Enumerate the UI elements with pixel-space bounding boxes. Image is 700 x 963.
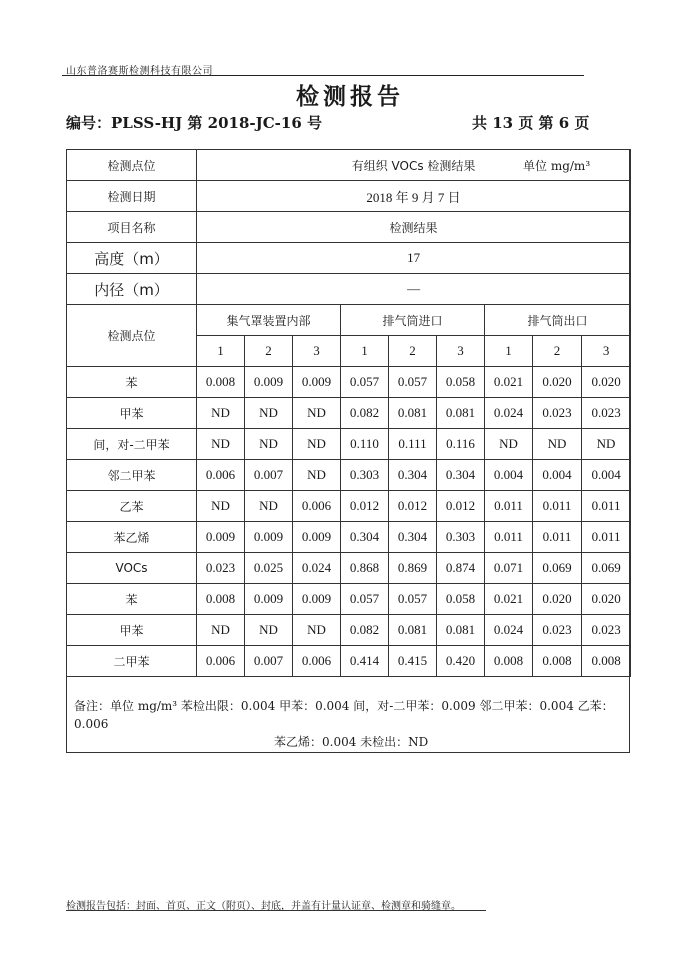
result-value: 0.009 xyxy=(293,367,341,398)
table-row xyxy=(67,553,631,584)
result-value: 0.011 xyxy=(533,491,582,522)
result-value: 0.007 xyxy=(245,646,293,677)
result-value: ND xyxy=(293,429,341,460)
result-value: 0.082 xyxy=(341,615,389,646)
result-value: 0.111 xyxy=(389,429,437,460)
result-value: ND xyxy=(245,491,293,522)
remarks-line-2: 苯乙烯：0.004 未检出：ND xyxy=(274,735,429,749)
result-value: 0.020 xyxy=(582,367,631,398)
table-row xyxy=(67,491,631,522)
table-row xyxy=(67,615,631,646)
result-value: 0.081 xyxy=(437,398,485,429)
group-header: 排气筒出口 xyxy=(485,305,631,336)
result-value: 0.006 xyxy=(197,646,245,677)
header-row-point xyxy=(67,150,631,181)
result-value: 0.008 xyxy=(582,646,631,677)
result-value: 0.023 xyxy=(197,553,245,584)
result-value: 0.874 xyxy=(437,553,485,584)
remarks xyxy=(74,697,630,751)
result-value: 0.071 xyxy=(485,553,533,584)
result-value: ND xyxy=(245,429,293,460)
footer-note: 检测报告包括：封面、首页、正文（附页）、封底，并盖有计量认证章、检测章和骑缝章。 xyxy=(66,901,461,912)
result-value: 0.004 xyxy=(485,460,533,491)
result-value: 0.025 xyxy=(245,553,293,584)
result-value: 0.009 xyxy=(245,584,293,615)
result-value: 0.008 xyxy=(533,646,582,677)
result-value: 0.006 xyxy=(293,491,341,522)
unit-label: 单位 mg/m³ xyxy=(523,158,591,173)
result-value: 0.069 xyxy=(533,553,582,584)
table-row xyxy=(67,584,631,615)
sample-number: 1 xyxy=(341,336,389,367)
result-value: 0.023 xyxy=(582,398,631,429)
result-value: 0.081 xyxy=(389,615,437,646)
result-value: 0.304 xyxy=(389,522,437,553)
diameter-label: 内径（m） xyxy=(67,274,197,305)
result-value: 0.012 xyxy=(437,491,485,522)
result-value: 0.303 xyxy=(341,460,389,491)
table-row xyxy=(67,429,631,460)
result-value: ND xyxy=(582,429,631,460)
height-label: 高度（m） xyxy=(67,243,197,274)
result-value: 0.008 xyxy=(485,646,533,677)
result-value: 0.021 xyxy=(485,584,533,615)
result-value: 0.057 xyxy=(341,584,389,615)
compound-name: 间，对-二甲苯 xyxy=(67,429,197,460)
result-value: 0.020 xyxy=(582,584,631,615)
date-value: 2018 年 9 月 7 日 xyxy=(197,181,631,212)
result-value: 0.081 xyxy=(389,398,437,429)
result-value: 0.020 xyxy=(533,367,582,398)
group-header: 集气罩装置内部 xyxy=(197,305,341,336)
diameter-value: — xyxy=(197,274,631,305)
sample-number: 3 xyxy=(437,336,485,367)
compound-name: 苯乙烯 xyxy=(67,522,197,553)
result-value: 0.021 xyxy=(485,367,533,398)
result-value: 0.012 xyxy=(389,491,437,522)
result-value: 0.116 xyxy=(437,429,485,460)
point-label: 检测点位 xyxy=(67,150,197,181)
result-value: 0.004 xyxy=(533,460,582,491)
result-title: 有组织 VOCs 检测结果 xyxy=(351,158,476,173)
result-value: 0.011 xyxy=(582,522,631,553)
sample-number: 2 xyxy=(389,336,437,367)
compound-name: 甲苯 xyxy=(67,398,197,429)
result-title-cell xyxy=(197,150,631,181)
result-value: ND xyxy=(197,429,245,460)
result-value: 0.415 xyxy=(389,646,437,677)
sample-number: 2 xyxy=(245,336,293,367)
result-value: ND xyxy=(485,429,533,460)
sample-number: 3 xyxy=(582,336,631,367)
result-value: 0.058 xyxy=(437,367,485,398)
compound-name: 甲苯 xyxy=(67,615,197,646)
result-value: 0.057 xyxy=(389,367,437,398)
compound-name: 邻二甲苯 xyxy=(67,460,197,491)
group-header: 排气筒进口 xyxy=(341,305,485,336)
result-value: ND xyxy=(197,398,245,429)
result-value: 0.057 xyxy=(389,584,437,615)
results-table xyxy=(66,149,631,677)
result-value: 0.011 xyxy=(582,491,631,522)
item-value: 检测结果 xyxy=(197,212,631,243)
result-value: 0.007 xyxy=(245,460,293,491)
result-value: 0.069 xyxy=(582,553,631,584)
result-value: 0.868 xyxy=(341,553,389,584)
result-value: 0.011 xyxy=(485,491,533,522)
result-value: ND xyxy=(197,491,245,522)
result-value: ND xyxy=(533,429,582,460)
result-value: ND xyxy=(293,398,341,429)
sample-number: 3 xyxy=(293,336,341,367)
group-header-row xyxy=(67,305,631,336)
result-value: 0.004 xyxy=(582,460,631,491)
result-value: 0.304 xyxy=(437,460,485,491)
sample-number: 2 xyxy=(533,336,582,367)
result-value: 0.303 xyxy=(437,522,485,553)
company-name: 山东普洛赛斯检测科技有限公司 xyxy=(66,66,213,77)
date-label: 检测日期 xyxy=(67,181,197,212)
result-value: 0.058 xyxy=(437,584,485,615)
result-value: 0.023 xyxy=(582,615,631,646)
header-row-date xyxy=(67,181,631,212)
result-value: 0.008 xyxy=(197,584,245,615)
result-value: ND xyxy=(197,615,245,646)
result-value: 0.009 xyxy=(245,367,293,398)
document-number: 编号：PLSS-HJ 第 2018-JC-16 号 xyxy=(66,114,322,132)
result-value: 0.024 xyxy=(485,615,533,646)
result-value: ND xyxy=(293,615,341,646)
result-value: 0.009 xyxy=(293,522,341,553)
footer-rule xyxy=(66,910,486,911)
result-value: 0.009 xyxy=(293,584,341,615)
sample-number: 1 xyxy=(197,336,245,367)
result-value: 0.024 xyxy=(485,398,533,429)
result-value: ND xyxy=(245,398,293,429)
table-row xyxy=(67,646,631,677)
result-value: 0.414 xyxy=(341,646,389,677)
compound-name: 乙苯 xyxy=(67,491,197,522)
result-value: 0.081 xyxy=(437,615,485,646)
result-value: 0.011 xyxy=(485,522,533,553)
header-row-item xyxy=(67,212,631,243)
result-value: 0.023 xyxy=(533,398,582,429)
result-value: ND xyxy=(245,615,293,646)
result-value: 0.420 xyxy=(437,646,485,677)
result-value: 0.023 xyxy=(533,615,582,646)
header-row-diameter xyxy=(67,274,631,305)
result-value: 0.020 xyxy=(533,584,582,615)
result-value: 0.304 xyxy=(341,522,389,553)
result-value: 0.869 xyxy=(389,553,437,584)
table-row xyxy=(67,460,631,491)
table-row xyxy=(67,367,631,398)
result-value: 0.011 xyxy=(533,522,582,553)
result-value: 0.009 xyxy=(197,522,245,553)
table-row xyxy=(67,522,631,553)
result-value: 0.024 xyxy=(293,553,341,584)
result-value: 0.012 xyxy=(341,491,389,522)
item-label: 项目名称 xyxy=(67,212,197,243)
compound-name: VOCs xyxy=(67,553,197,584)
header-row-height xyxy=(67,243,631,274)
result-value: 0.009 xyxy=(245,522,293,553)
result-value: 0.006 xyxy=(197,460,245,491)
height-value: 17 xyxy=(197,243,631,274)
result-value: 0.110 xyxy=(341,429,389,460)
report-title: 检测报告 xyxy=(296,84,404,110)
page-info: 共 13 页 第 6 页 xyxy=(472,114,590,132)
header-rule xyxy=(62,75,584,76)
result-value: 0.008 xyxy=(197,367,245,398)
result-value: 0.057 xyxy=(341,367,389,398)
remarks-line-1: 备注：单位 mg/m³ 苯检出限：0.004 甲苯：0.004 间，对-二甲苯：0.009 邻二甲苯：0.004 乙苯：0.006 xyxy=(74,699,614,731)
result-value: ND xyxy=(293,460,341,491)
result-value: 0.006 xyxy=(293,646,341,677)
result-value: 0.082 xyxy=(341,398,389,429)
group-point-label: 检测点位 xyxy=(67,305,197,367)
table-row xyxy=(67,398,631,429)
result-value: 0.304 xyxy=(389,460,437,491)
sample-number: 1 xyxy=(485,336,533,367)
compound-name: 苯 xyxy=(67,367,197,398)
compound-name: 苯 xyxy=(67,584,197,615)
compound-name: 二甲苯 xyxy=(67,646,197,677)
